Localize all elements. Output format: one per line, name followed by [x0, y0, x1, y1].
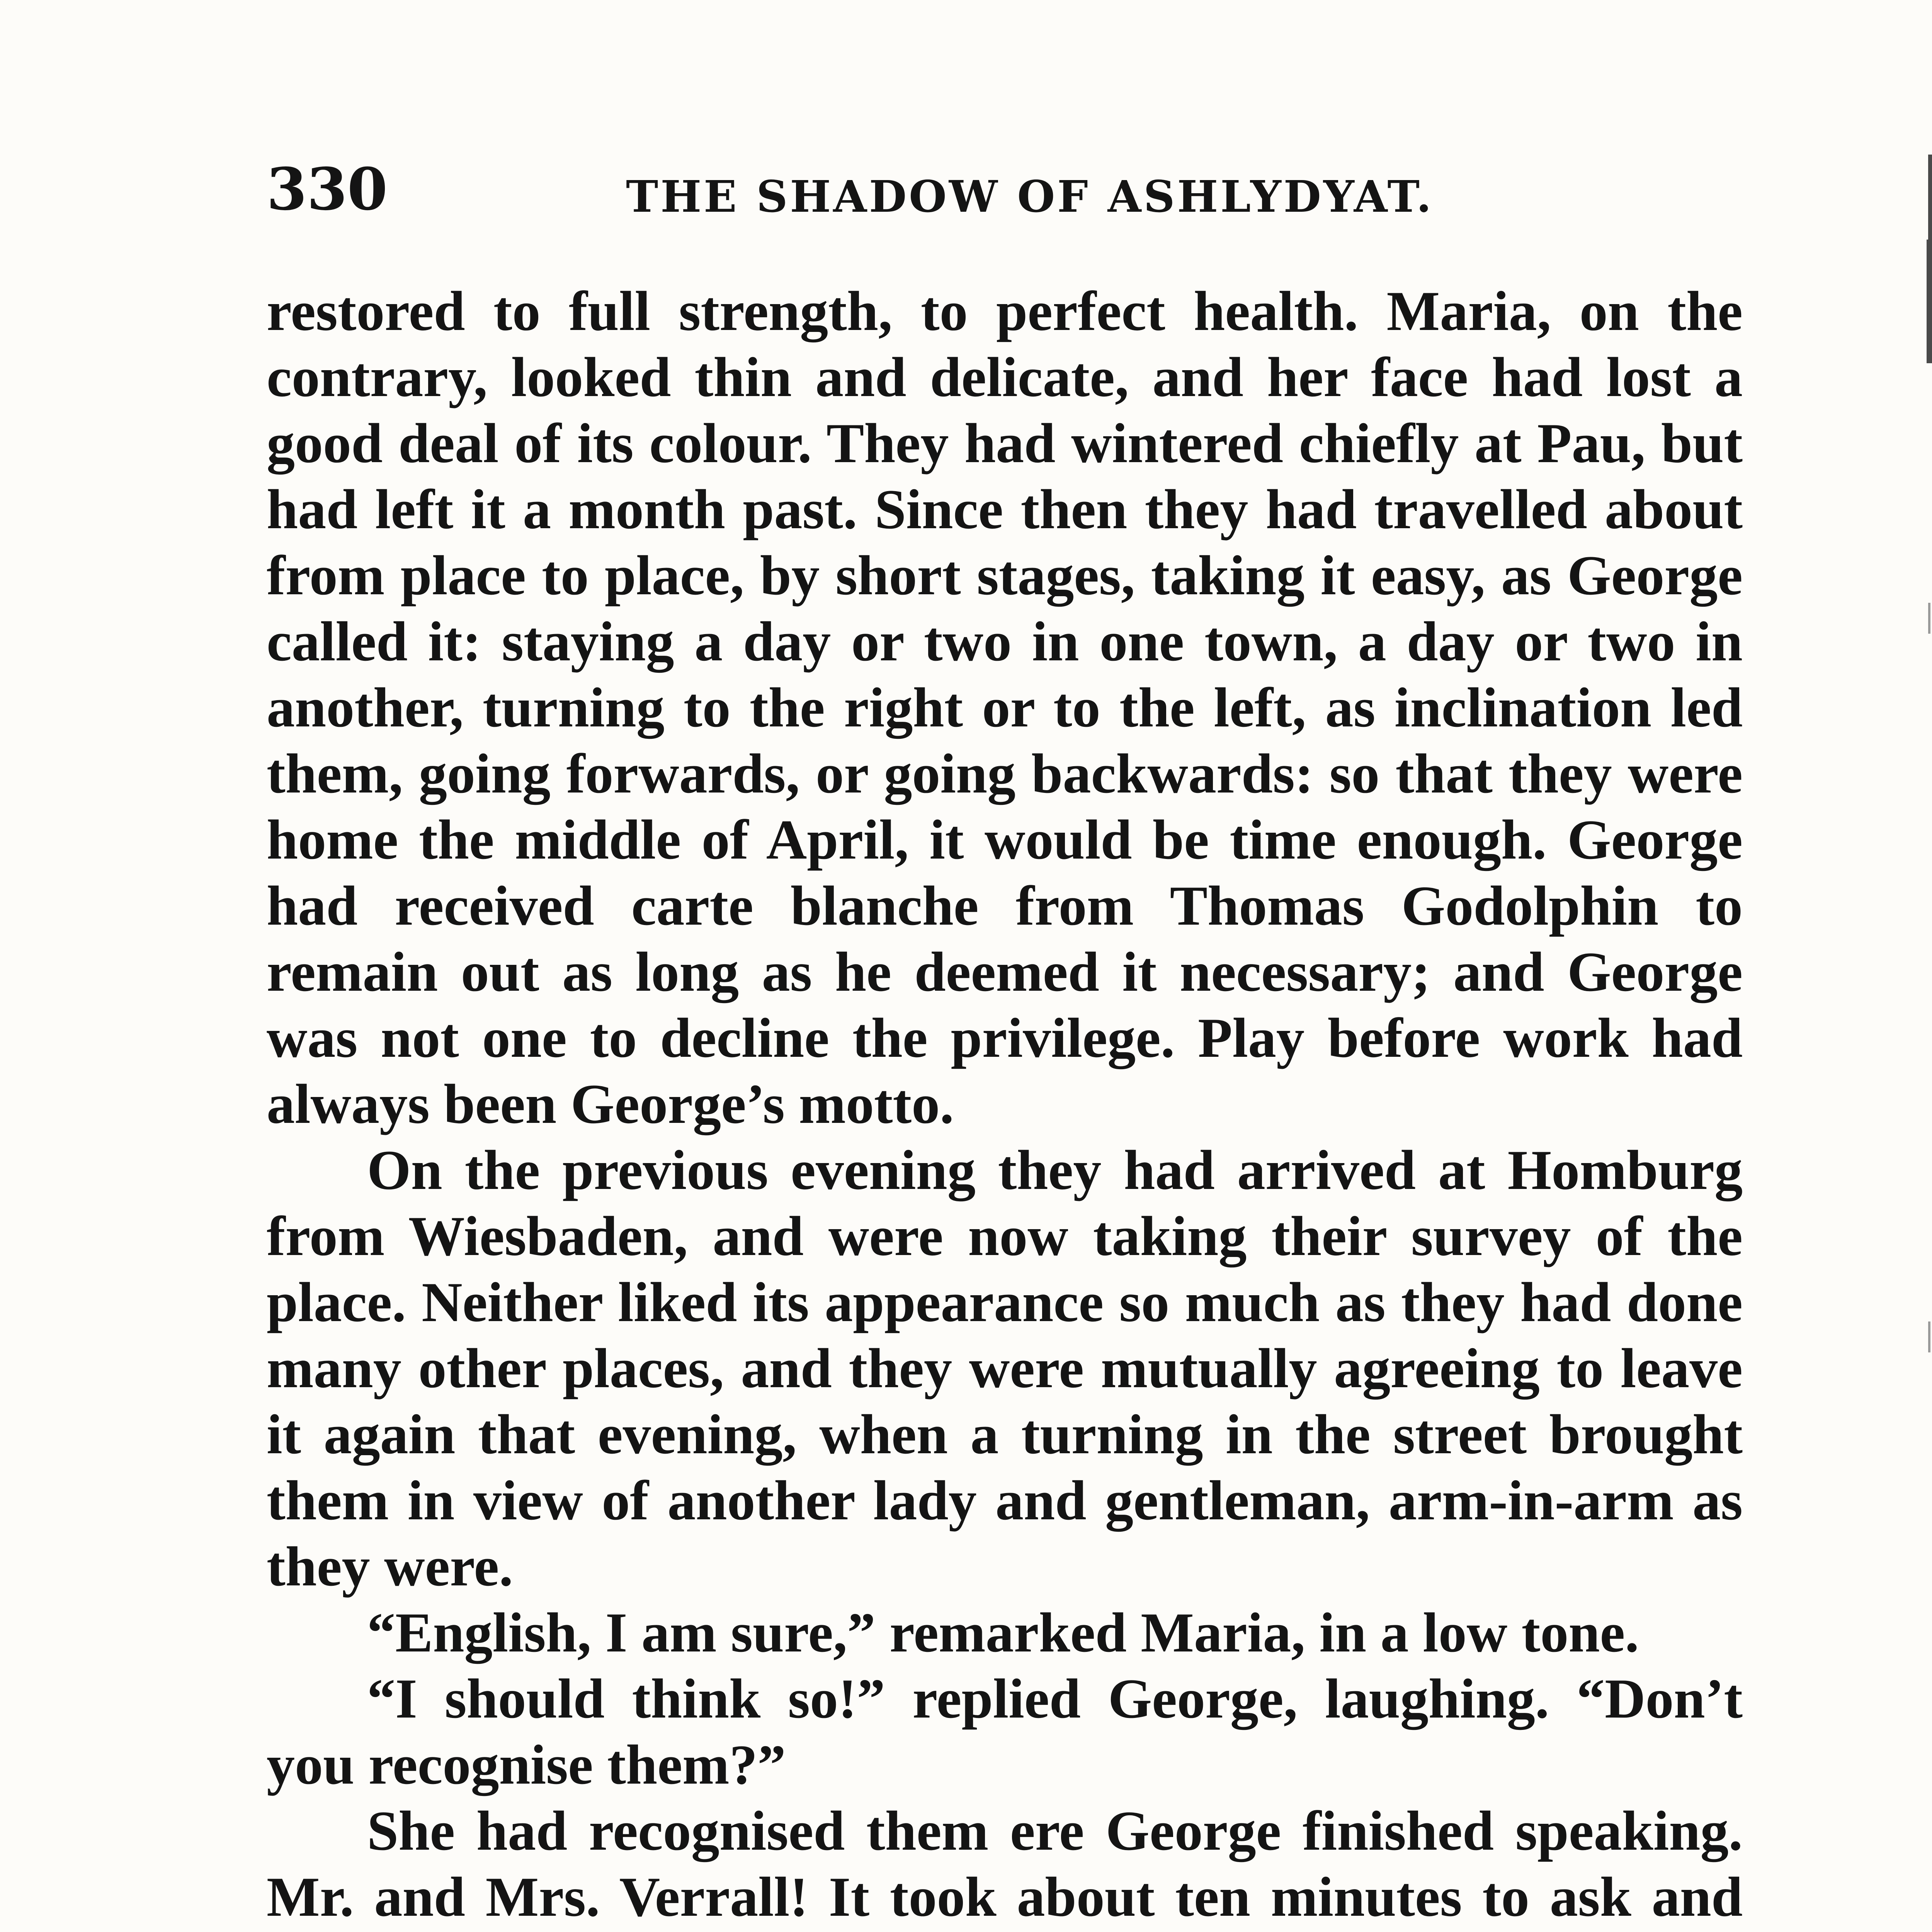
binding-edge-mark	[1927, 240, 1932, 363]
page-header	[267, 151, 1735, 228]
paragraph: She had recognised them ere George finished speaking. Mr. and Mrs. Verrall! It took about ten minutes to ask and	[267, 1799, 1743, 1928]
running-title: THE SHADOW OF ASHLYDYAT.	[626, 172, 1434, 222]
binding-edge-mark	[1928, 1321, 1930, 1352]
binding-edge-mark	[1928, 603, 1930, 634]
page-number: 330	[267, 155, 388, 223]
body-text	[267, 278, 1743, 1932]
paragraph: restored to full strength, to perfect health. Maria, on the contrary, looked thin and delicate, and her face had lost a good deal of its colour. They had wintered chiefly at Pau, but had left it a month past. Since then they had travelled about from place to place, by short stages, taking it easy, as George called it: staying a day or two in one town, a day or two in another, turning to the right or to the left, as inclination led them, going forwards, or going backwards: so that they were home the middle of April, it would be time enough. George had received carte blanche from Thomas Godolphin to remain out as long as he deemed it necessary; and George was not one to decline the privilege. Play before work had always been George’s motto.	[267, 280, 1743, 1135]
paragraph: “English, I am sure,” remarked Maria, in a low tone.	[367, 1601, 1639, 1664]
paragraph: “I should think so!” replied George, laughing. “Don’t you recognise them?”	[267, 1667, 1743, 1796]
paragraph: On the previous evening they had arrived at Homburg from Wiesbaden, and were now taking their survey of the place. Neither liked its appearance so much as they had done many other places, and they were mutually agreeing to leave it again that evening, when a turning in the street brought them in view of another lady and gentleman, arm-in-arm as they were.	[267, 1139, 1743, 1598]
